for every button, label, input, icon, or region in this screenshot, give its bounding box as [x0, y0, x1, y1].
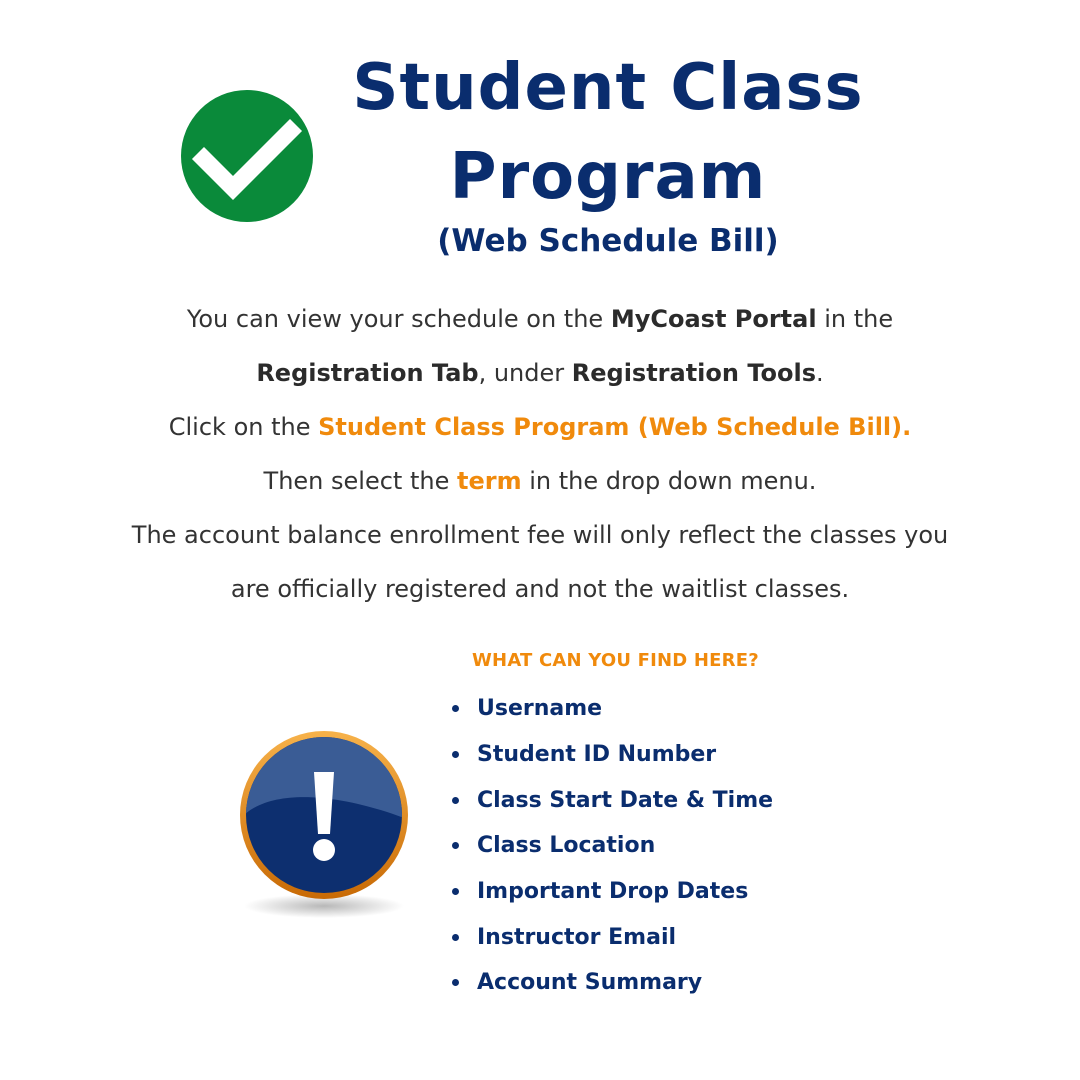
term-highlight: term — [456, 467, 522, 495]
intro-text — [60, 292, 1020, 616]
student-class-program-highlight: Student Class Program (Web Schedule Bill). — [318, 413, 912, 441]
list-item — [452, 777, 773, 823]
find-here-heading: WHAT CAN YOU FIND HERE? — [472, 650, 759, 671]
bullet-icon — [452, 705, 459, 712]
bullet-icon — [452, 797, 459, 804]
list-item-label: Username — [477, 696, 603, 722]
list-item — [452, 960, 773, 1006]
list-item-label: Important Drop Dates — [477, 879, 749, 905]
intro-line-1 — [60, 292, 1020, 346]
intro-line-5: The account balance enrollment fee will only reflect the classes you — [131, 521, 949, 549]
page-title-line2: Program — [449, 140, 767, 214]
intro-text-span: Then select the — [263, 467, 457, 495]
list-item — [452, 732, 773, 778]
list-item-label: Instructor Email — [477, 924, 677, 950]
intro-text-span: in the drop down menu. — [521, 467, 817, 495]
list-item — [452, 914, 773, 960]
exclamation-alert-icon — [236, 726, 414, 922]
intro-text-span: , under — [478, 359, 572, 387]
intro-text-span: Click on the — [168, 413, 319, 441]
mycoast-portal-label: MyCoast Portal — [610, 305, 817, 333]
bullet-icon — [452, 842, 459, 849]
intro-line-3 — [60, 400, 1020, 454]
intro-line-2 — [60, 346, 1020, 400]
list-item — [452, 686, 773, 732]
bullet-icon — [452, 979, 459, 986]
list-item-label: Class Start Date & Time — [477, 787, 774, 813]
intro-text-span: in the — [816, 305, 894, 333]
page-subtitle: (Web Schedule Bill) — [437, 223, 779, 259]
bullet-icon — [452, 751, 459, 758]
list-item-label: Account Summary — [477, 970, 703, 996]
list-item-label: Class Location — [477, 833, 656, 859]
bullet-icon — [452, 888, 459, 895]
registration-tools-label: Registration Tools — [571, 359, 817, 387]
find-list — [452, 686, 773, 1006]
registration-tab-label: Registration Tab — [256, 359, 479, 387]
bullet-icon — [452, 934, 459, 941]
intro-line-4 — [60, 454, 1020, 508]
green-checkmark-circle-icon — [180, 89, 314, 223]
list-item — [452, 869, 773, 915]
intro-text-span: . — [816, 359, 824, 387]
list-item-label: Student ID Number — [477, 742, 717, 768]
intro-line-6: are officially registered and not the waitlist classes. — [230, 575, 850, 603]
list-item — [452, 823, 773, 869]
page-title-line1: Student Class — [352, 51, 864, 125]
intro-text-span: You can view your schedule on the — [186, 305, 611, 333]
